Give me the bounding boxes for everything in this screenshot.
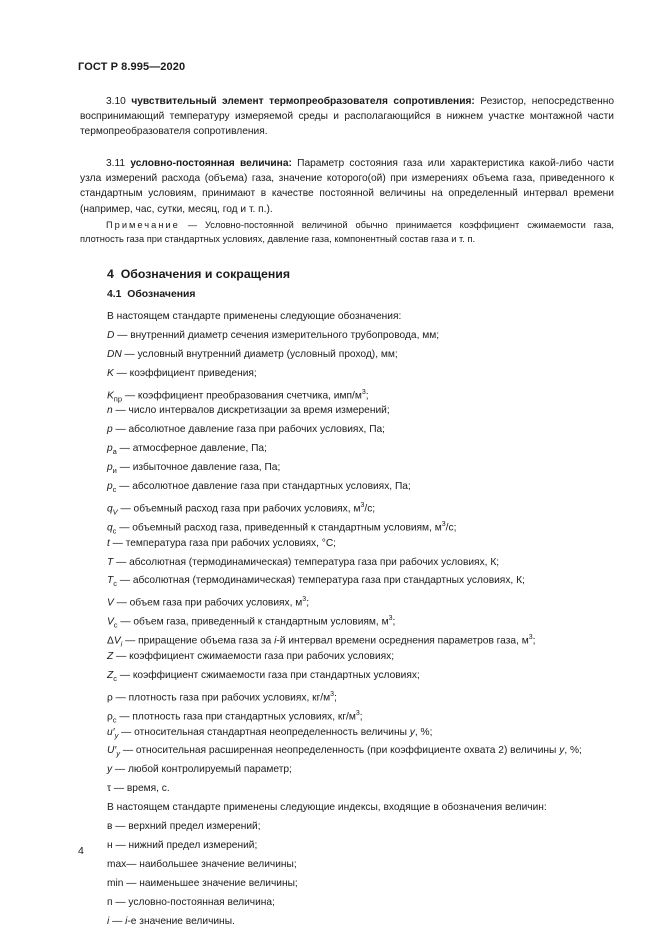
symbol-list	[107, 308, 582, 931]
note	[80, 219, 614, 246]
definition-text: — условный внутренний диаметр (условный проход), мм;	[121, 348, 398, 360]
section-4-1-number: 4.1	[107, 289, 122, 300]
symbol-prefix: Δ	[107, 635, 114, 647]
symbol: V	[107, 616, 114, 628]
definition-tail: /с;	[364, 503, 376, 515]
symbol: t	[107, 537, 110, 549]
list-item	[107, 554, 582, 573]
definition-text: — атмосферное давление, Па;	[116, 443, 267, 455]
definition-text-cont: -е значение величины.	[127, 915, 235, 927]
note-text: — Условно-постоянной величиной обычно принимается коэффициент сжимаемости газа, плотность газа при стандартных условиях, давление газа, компонентный состав газа и т. п.	[80, 220, 614, 244]
unit-superscript: 3	[355, 709, 360, 717]
list-item	[107, 837, 582, 856]
unit-superscript: 3	[441, 520, 446, 528]
symbol: Z	[107, 669, 114, 681]
symbol: q	[107, 522, 113, 534]
list-item	[107, 761, 582, 780]
definition-text: — любой контролируемый параметр;	[112, 764, 292, 776]
definition-tail: ;	[392, 616, 396, 628]
symbol-subscript: а	[112, 447, 117, 457]
section-4-title: Обозначения и сокращения	[120, 267, 291, 281]
definition-text: — абсолютное давление газа при рабочих условиях, Па;	[112, 424, 386, 436]
symbol-subscript: с	[112, 526, 117, 536]
list-item-text: min — наименьшее значение величины;	[107, 877, 298, 889]
definition-text: —	[109, 915, 126, 927]
definition-tail: ;	[359, 711, 363, 723]
symbol-subscript: и	[112, 466, 117, 476]
list-item	[107, 894, 582, 913]
symbol: ρ	[107, 711, 113, 723]
list-item	[107, 686, 582, 705]
list-item	[107, 346, 582, 365]
clause-3-11-term: условно-постоянная величина:	[130, 158, 292, 169]
symbol-subscript: с	[113, 579, 117, 589]
definition-text-cont: , %;	[564, 745, 582, 757]
section-4-number: 4	[107, 267, 114, 281]
section-4-1-heading	[107, 289, 195, 300]
clause-3-11-text: Параметр состояния газа или характеристика какой-либо части узла измерений расхода (объема) газа, значение которого(ой) при измерениях объема газа, приведенного к стандартным условиям, принимают в качестве постоянной величины на определенный интервал времени (например, час, сутки, месяц, год и т. п.).	[80, 158, 614, 215]
definition-text: — плотность газа при рабочих условиях, кг/м	[112, 692, 331, 704]
definition-tail: /с;	[445, 522, 457, 534]
symbol: ρ	[107, 692, 113, 704]
list-item	[107, 478, 582, 497]
unit-superscript: 3	[361, 388, 366, 396]
unit-superscript: 3	[528, 634, 533, 642]
definition-italic: y	[559, 745, 565, 757]
symbol-subscript: i	[120, 639, 123, 649]
list-item	[107, 856, 582, 875]
symbol: p	[107, 443, 113, 455]
symbol: V	[107, 597, 114, 609]
symbol-subscript: с	[112, 715, 117, 725]
list-item	[107, 724, 582, 743]
definition-text: — объемный расход газа, приведенный к стандартным условиям, м	[116, 522, 442, 534]
symbol-subscript: V	[112, 507, 118, 517]
definition-text: — число интервалов дискретизации за время измерений;	[112, 405, 390, 417]
symbol: K	[107, 367, 114, 379]
definition-text: — приращение объема газа за	[122, 635, 275, 647]
list-item	[107, 610, 582, 629]
definition-text: — внутренний диаметр сечения измерительного трубопровода, мм;	[114, 329, 440, 341]
list-item	[107, 572, 582, 591]
list-item	[107, 308, 582, 327]
definition-text: — избыточное давление газа, Па;	[116, 462, 281, 474]
symbol: K	[107, 389, 114, 401]
definition-text: — коэффициент сжимаемости газа при рабочих условиях;	[113, 651, 395, 663]
list-item-text: в — верхний предел измерений;	[107, 821, 261, 833]
symbol: DN	[107, 348, 122, 360]
symbol: p	[107, 462, 113, 474]
definition-text: — относительная расширенная неопределенность (при коэффициенте охвата 2) величины	[120, 745, 560, 757]
list-item	[107, 459, 582, 478]
symbol-subscript: с	[113, 673, 117, 683]
list-item	[107, 497, 582, 516]
definition-text: — плотность газа при стандартных условиях, кг/м	[116, 711, 356, 723]
list-item-text: п — условно-постоянная величина;	[107, 896, 275, 908]
list-item	[107, 327, 582, 346]
list-item	[107, 440, 582, 459]
definition-text: — абсолютное давление газа при стандартных условиях, Па;	[116, 481, 411, 493]
symbol-subscript: y	[114, 730, 119, 740]
clause-3-11	[80, 156, 614, 217]
list-item-text: В настоящем стандарте применены следующие обозначения:	[107, 311, 402, 322]
definition-text: — коэффициент преобразования счетчика, имп/м	[122, 389, 362, 401]
section-4-1-title: Обозначения	[127, 289, 196, 300]
page-number: 4	[78, 845, 84, 857]
list-item	[107, 799, 582, 818]
symbol: p	[107, 481, 113, 493]
list-item	[107, 402, 582, 421]
symbol: Z	[107, 651, 114, 663]
list-item	[107, 780, 582, 799]
symbol: T	[107, 575, 114, 587]
list-item	[107, 535, 582, 554]
unit-superscript: 3	[360, 501, 365, 509]
clause-3-10	[80, 94, 614, 140]
list-item	[107, 629, 582, 648]
list-item-text: В настоящем стандарте применены следующие индексы, входящие в обозначения величин:	[107, 802, 547, 814]
symbol-subscript: с	[113, 620, 118, 630]
section-4-heading	[107, 267, 290, 281]
definition-text: — время, с.	[111, 783, 170, 795]
list-item	[107, 648, 582, 667]
definition-text: — абсолютная (термодинамическая) температура газа при стандартных условиях, К;	[116, 575, 525, 587]
unit-superscript: 3	[302, 596, 307, 604]
symbol: D	[107, 329, 115, 341]
list-item	[107, 913, 582, 932]
definition-italic: i	[274, 635, 277, 647]
list-item	[107, 421, 582, 440]
list-item-text: н — нижний предел измерений;	[107, 839, 258, 851]
list-item	[107, 591, 582, 610]
symbol: p	[107, 424, 113, 436]
symbol-subscript: y	[116, 749, 121, 759]
list-item	[107, 818, 582, 837]
symbol: y	[107, 764, 113, 776]
definition-tail: ;	[334, 692, 337, 704]
clause-3-10-term: чувствительный элемент термопреобразователя сопротивления:	[131, 96, 475, 107]
list-item	[107, 705, 582, 724]
definition-text-cont: -й интервал времени осреднения параметров газа, м	[276, 635, 529, 647]
unit-superscript: 3	[388, 615, 393, 623]
unit-superscript: 3	[330, 690, 335, 698]
list-item	[107, 875, 582, 894]
symbol: u′	[107, 726, 115, 738]
list-item	[107, 742, 582, 761]
list-item-text: max— наибольшее значение величины;	[107, 858, 297, 870]
document-header: ГОСТ Р 8.995—2020	[78, 61, 186, 73]
symbol: τ	[107, 783, 112, 795]
definition-text: — объемный расход газа при рабочих условиях, м	[117, 503, 361, 515]
definition-text: — объем газа при рабочих условиях, м	[113, 597, 303, 609]
symbol: V	[113, 635, 121, 647]
note-label: Примечание	[106, 220, 180, 230]
definition-italic: y	[409, 726, 415, 738]
list-item	[107, 384, 582, 403]
definition-tail: ;	[306, 597, 310, 609]
symbol: q	[107, 503, 113, 515]
definition-text: — объем газа, приведенный к стандартным условиям, м	[117, 616, 389, 628]
clause-3-10-number: 3.10	[106, 96, 126, 107]
definition-text: — коэффициент сжимаемости газа при стандартных условиях;	[116, 669, 420, 681]
list-item	[107, 365, 582, 384]
symbol-subscript: пр	[113, 393, 123, 403]
definition-text: — относительная стандартная неопределенность величины	[118, 726, 410, 738]
symbol-subscript: с	[112, 485, 117, 495]
definition-text: — температура газа при рабочих условиях, °С;	[109, 537, 337, 549]
list-item	[107, 667, 582, 686]
definition-italic: i	[125, 915, 128, 927]
symbol: n	[107, 405, 113, 417]
definition-text: — коэффициент приведения;	[113, 367, 257, 379]
clause-3-11-number: 3.11	[106, 158, 126, 169]
list-item	[107, 516, 582, 535]
definition-tail: ;	[532, 635, 536, 647]
symbol: U′	[107, 745, 117, 757]
definition-tail: ;	[365, 389, 369, 401]
symbol: i	[107, 915, 110, 927]
symbol: T	[107, 556, 114, 568]
clause-3-10-text: Резистор, непосредственно воспринимающий температуру измеряемой среды и располагающийся в нижнем участке монтажной части термопреобразователя сопротивления.	[80, 96, 614, 138]
definition-text-cont: , %;	[414, 726, 433, 738]
definition-text: — абсолютная (термодинамическая) температура газа при рабочих условиях, К;	[113, 556, 500, 568]
